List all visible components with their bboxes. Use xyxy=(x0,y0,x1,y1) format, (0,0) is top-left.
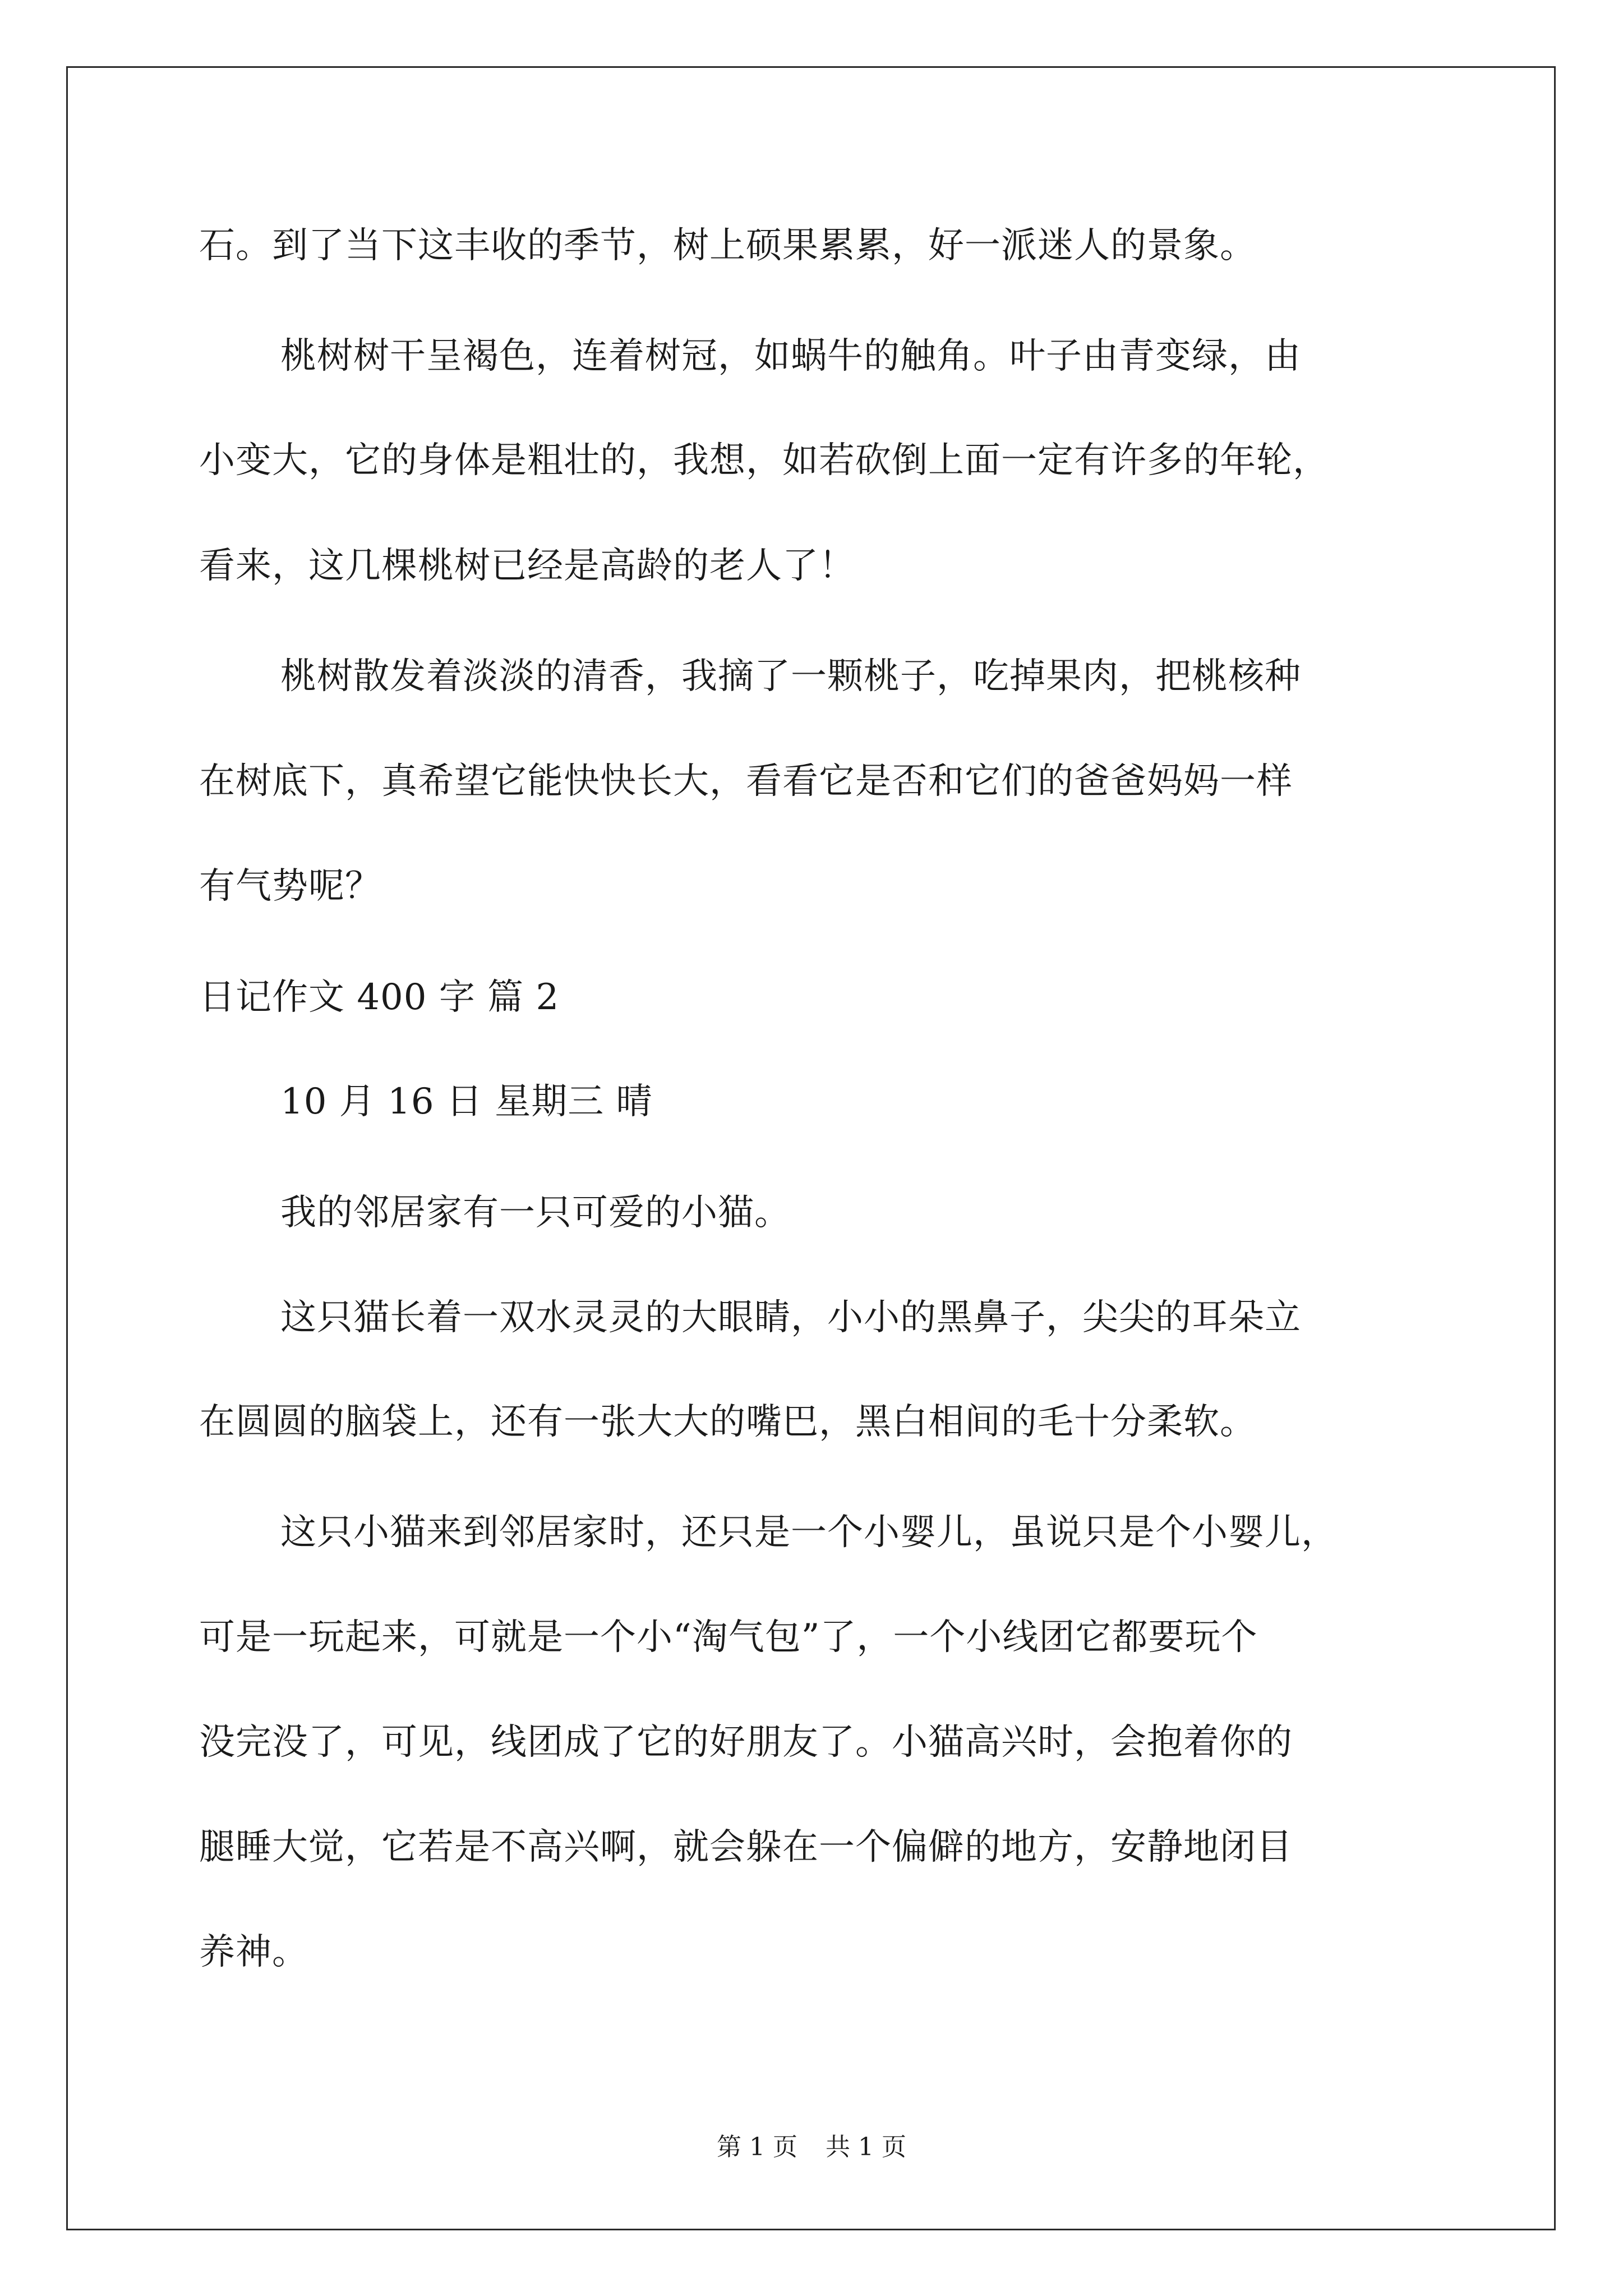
paragraph-line: 石。到了当下这丰收的季节，树上硕果累累，好一派迷人的景象。 xyxy=(199,225,1256,266)
paragraph-line: 看来，这几棵桃树已经是高龄的老人了！ xyxy=(199,545,855,587)
page-footer xyxy=(0,2132,1623,2163)
paragraph-line: 在树底下，真希望它能快快长大，看看它是否和它们的爸爸妈妈一样 xyxy=(199,761,1293,802)
paragraph-line: 桃树树干呈褐色，连着树冠，如蜗牛的触角。叶子由青变绿，由 xyxy=(280,335,1301,377)
paragraph-line: 桃树散发着淡淡的清香，我摘了一颗桃子，吃掉果肉，把桃核种 xyxy=(280,656,1301,697)
paragraph-line: 可是一玩起来，可就是一个小“淘气包”了，一个小线团它都要玩个 xyxy=(199,1617,1258,1658)
paragraph-line: 小变大，它的身体是粗壮的，我想，如若砍倒上面一定有许多的年轮， xyxy=(199,440,1329,481)
paragraph-line: 没完没了，可见，线团成了它的好朋友了。小猫高兴时，会抱着你的 xyxy=(199,1722,1293,1763)
paragraph-line: 我的邻居家有一只可爱的小猫。 xyxy=(280,1192,791,1234)
paragraph-line: 养神。 xyxy=(199,1931,308,1973)
page-total: 共 1 页 xyxy=(826,2133,906,2161)
paragraph-line: 这只猫长着一双水灵灵的大眼睛，小小的黑鼻子，尖尖的耳朵立 xyxy=(280,1297,1301,1338)
section-heading: 日记作文 400 字 篇 2 xyxy=(199,977,560,1018)
paragraph-line: 在圆圆的脑袋上，还有一张大大的嘴巴，黑白相间的毛十分柔软。 xyxy=(199,1401,1256,1443)
paragraph-line: 有气势呢？ xyxy=(199,866,381,907)
paragraph-line: 腿睡大觉，它若是不高兴啊，就会躲在一个偏僻的地方，安静地闭目 xyxy=(199,1826,1293,1868)
page-number: 第 1 页 xyxy=(717,2133,797,2161)
paragraph-line: 这只小猫来到邻居家时，还只是一个小婴儿，虽说只是个小婴儿， xyxy=(280,1512,1338,1553)
page-border xyxy=(66,66,1556,2230)
diary-date-line: 10 月 16 日 星期三 晴 xyxy=(280,1081,653,1122)
